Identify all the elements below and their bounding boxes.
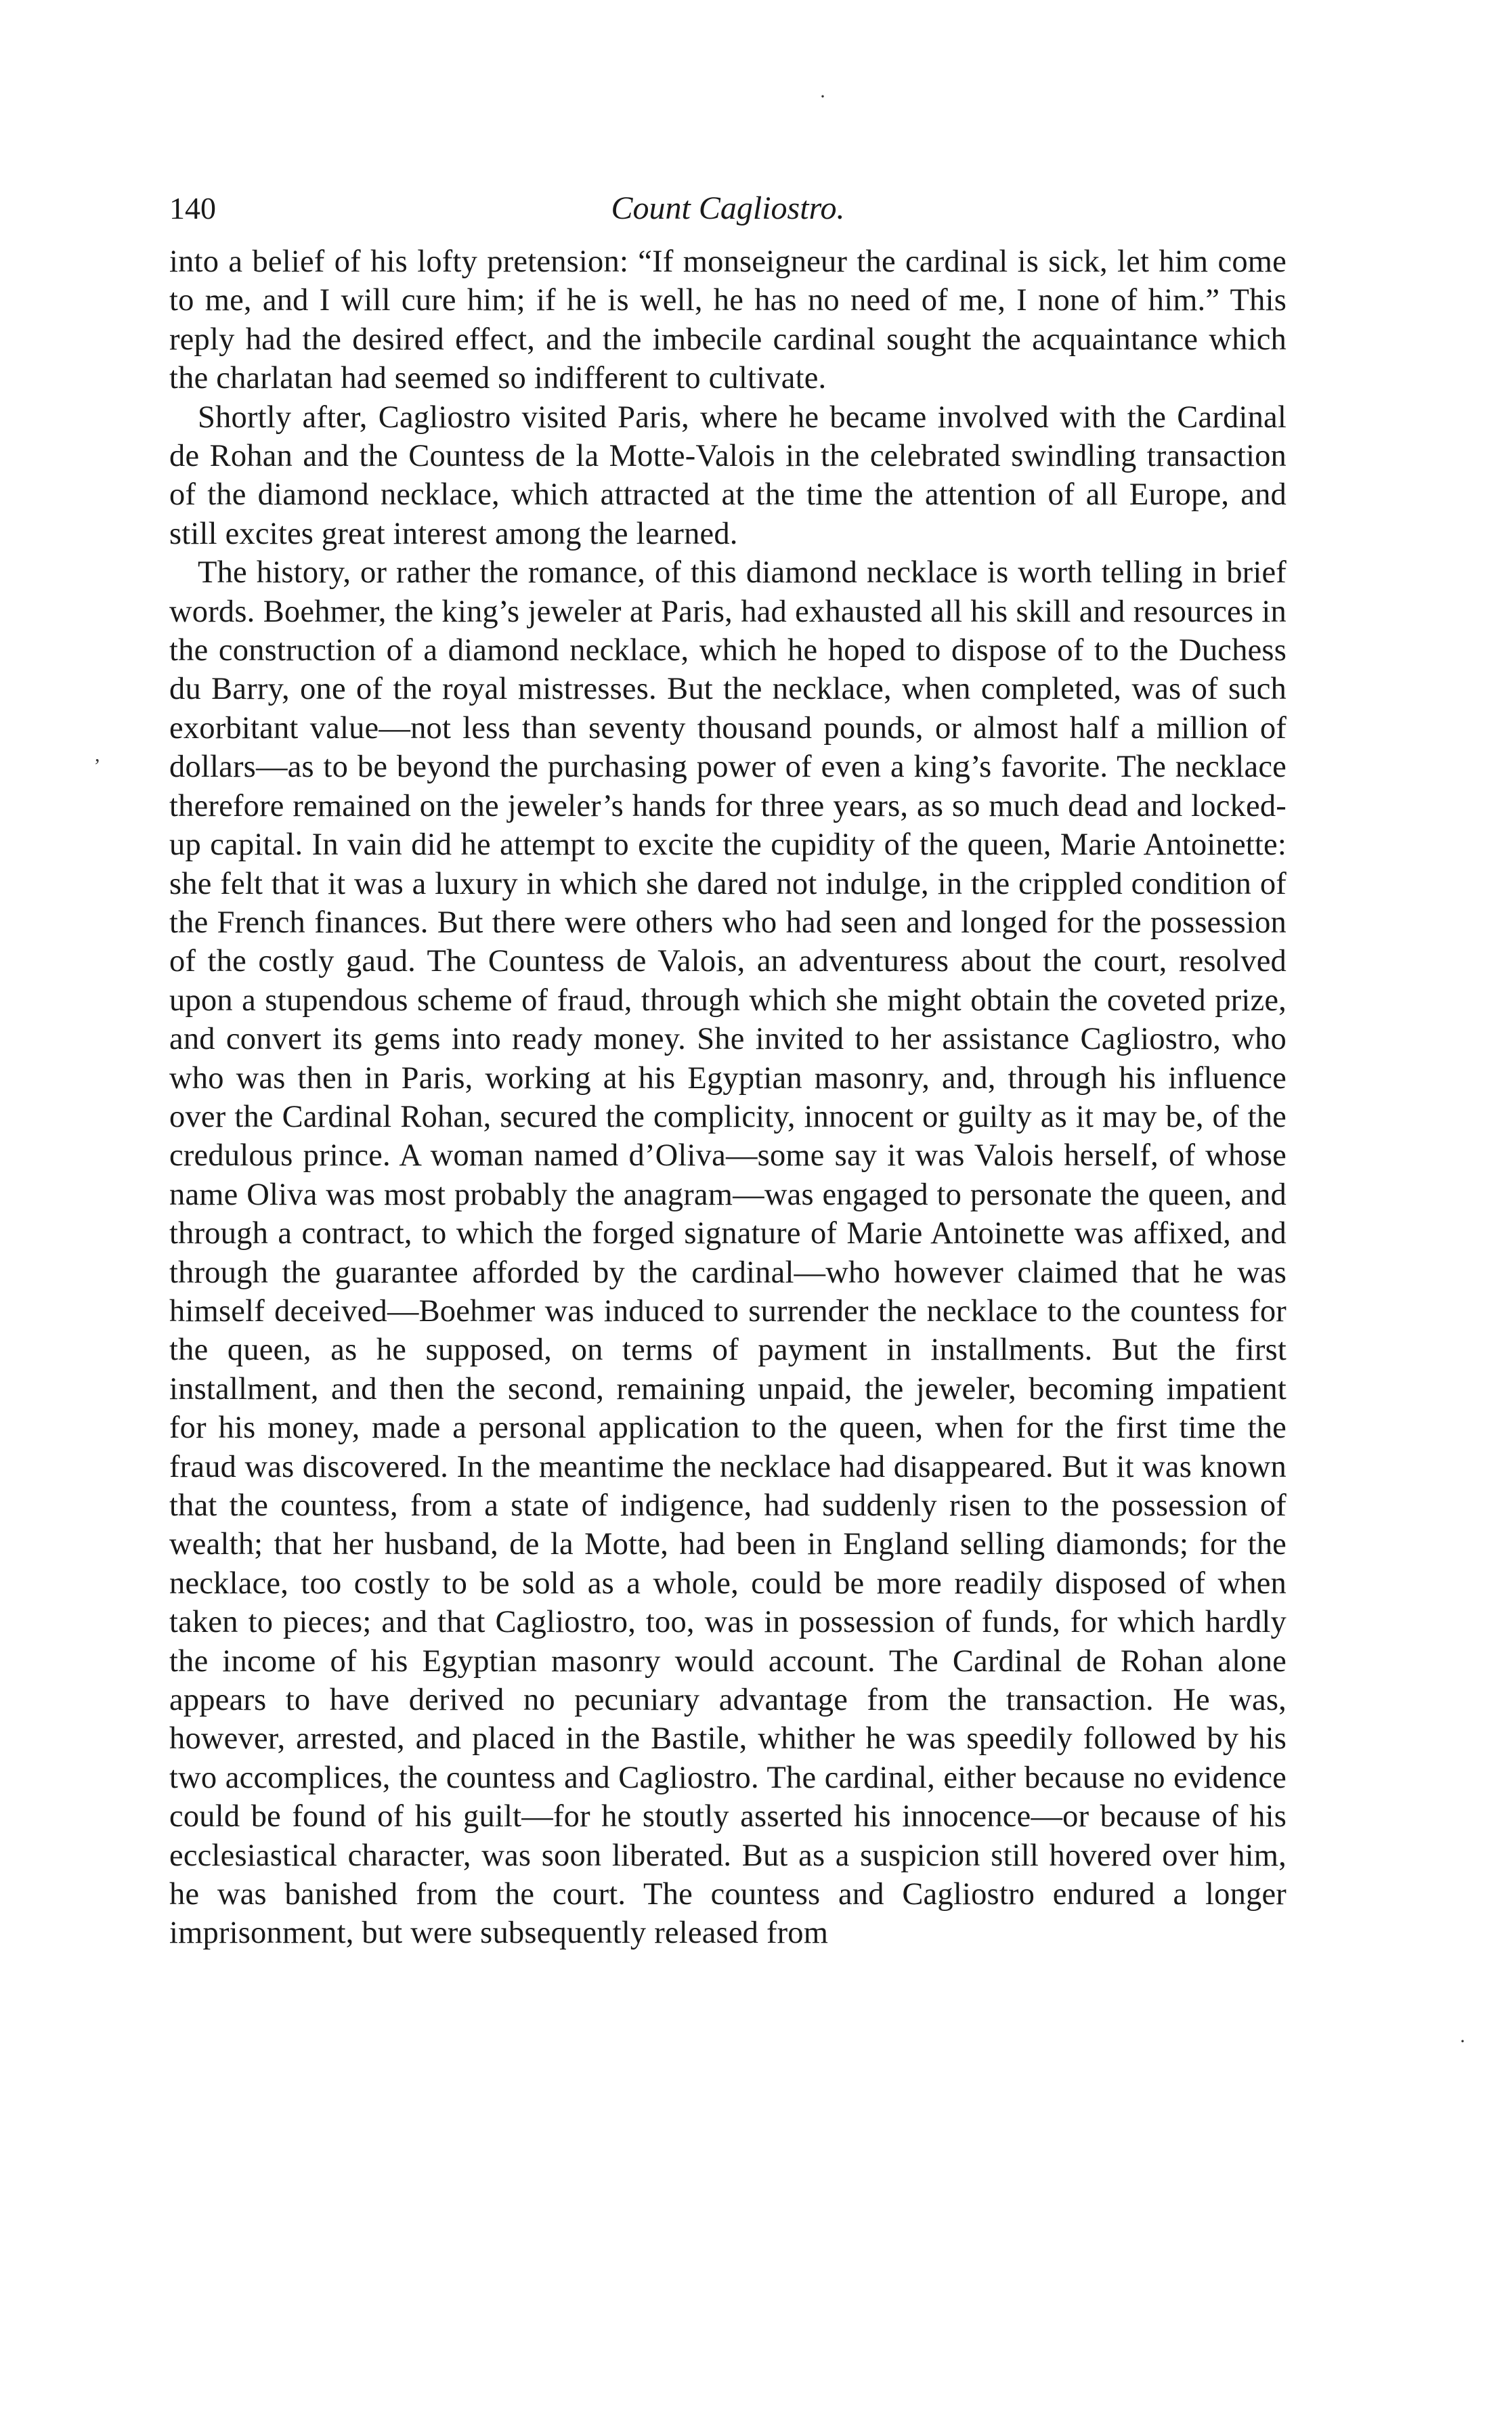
paragraph-continuation: into a belief of his lofty pretension: “If monseigneur the cardinal is sick, let him come to me, and I will cure him; if he is well, he has no need of me, I none of him.” This reply had the desired effect, and the imbecile cardinal sought the acquaintance which the charlatan had seemed so indifferent to cultivate. [169, 244, 1287, 396]
running-title: Count Cagliostro. [611, 190, 845, 226]
paragraph-necklace-history: The history, or rather the romance, of this diamond necklace is worth telling in brief words. Boehmer, the king’s jeweler at Paris, had exhausted all his skill and resources in the construction of a diamond necklace, which he hoped to dispose of to the Duchess du Barry, one of the royal mistresses. But the necklace, when completed, was of such exorbitant value—not less than seventy thousand pounds, or almost half a million of dollars—as to be beyond the purchasing power of even a king’s favorite. The necklace therefore remained on the jeweler’s hands for three years, as so much dead and locked-up capital. In vain did he attempt to excite the cupidity of the queen, Marie Antoinette: she felt that it was a luxury in which she dared not indulge, in the crippled condition of the French finances. But there were others who had seen and longed for the possession of the costly gaud. The Countess de Valois, an adventuress about the court, resolved upon a stupendous scheme of fraud, through which she might obtain the coveted prize, and convert its gems into ready money. She invited to her assistance Cagliostro, who who was then in Paris, working at his Egyptian masonry, and, through his influence over the Cardinal Rohan, secured the complicity, innocent or guilty as it may be, of the credulous prince. A woman named d’Oliva—some say it was Valois herself, of whose name Oliva was most probably the anagram—was engaged to personate the queen, and through a contract, to which the forged signature of Marie Antoinette was affixed, and through the guarantee afforded by the cardinal—who however claimed that he was himself deceived—Boehmer was induced to surrender the necklace to the countess for the queen, as he supposed, on terms of payment in installments. But the first installment, and then the second, remaining unpaid, the jeweler, becoming impatient for his money, made a personal application to the queen, when for the first time the fraud was discovered. In the meantime the necklace had disappeared. But it was known that the countess, from a state of indigence, had suddenly risen to the possession of wealth; that her husband, de la Motte, had been in England selling diamonds; for the necklace, too costly to be sold as a whole, could be more readily disposed of when taken to pieces; and that Cagliostro, too, was in possession of funds, for which hardly the income of his Egyptian masonry would account. The Cardinal de Rohan alone appears to have derived no pecuniary advantage from the transaction. He was, however, arrested, and placed in the Bastile, whither he was speedily followed by his two accomplices, the countess and Cagliostro. The cardinal, either because no evidence could be found of his guilt—for he stoutly asserted his innocence—or because of his ecclesiastical character, was soon liberated. But as a suspicion still hovered over him, he was banished from the court. The countess and Cagliostro endured a longer imprisonment, but were subsequently released from [169, 555, 1287, 1951]
paragraph-paris-visit: Shortly after, Cagliostro visited Paris, where he became involved with the Cardinal de Rohan and the Countess de la Motte-Valois in the celebrated swindling transaction of the diamond necklace, which attracted at the time the attention of all Europe, and still excites great interest among the learned. [169, 400, 1287, 551]
margin-mark-top: · [819, 85, 826, 108]
margin-mark-left: , [95, 744, 100, 766]
body-text [169, 242, 1287, 1953]
margin-mark-right: · [1459, 2030, 1466, 2052]
page-number: 140 [169, 191, 216, 225]
page-header [169, 181, 1287, 236]
